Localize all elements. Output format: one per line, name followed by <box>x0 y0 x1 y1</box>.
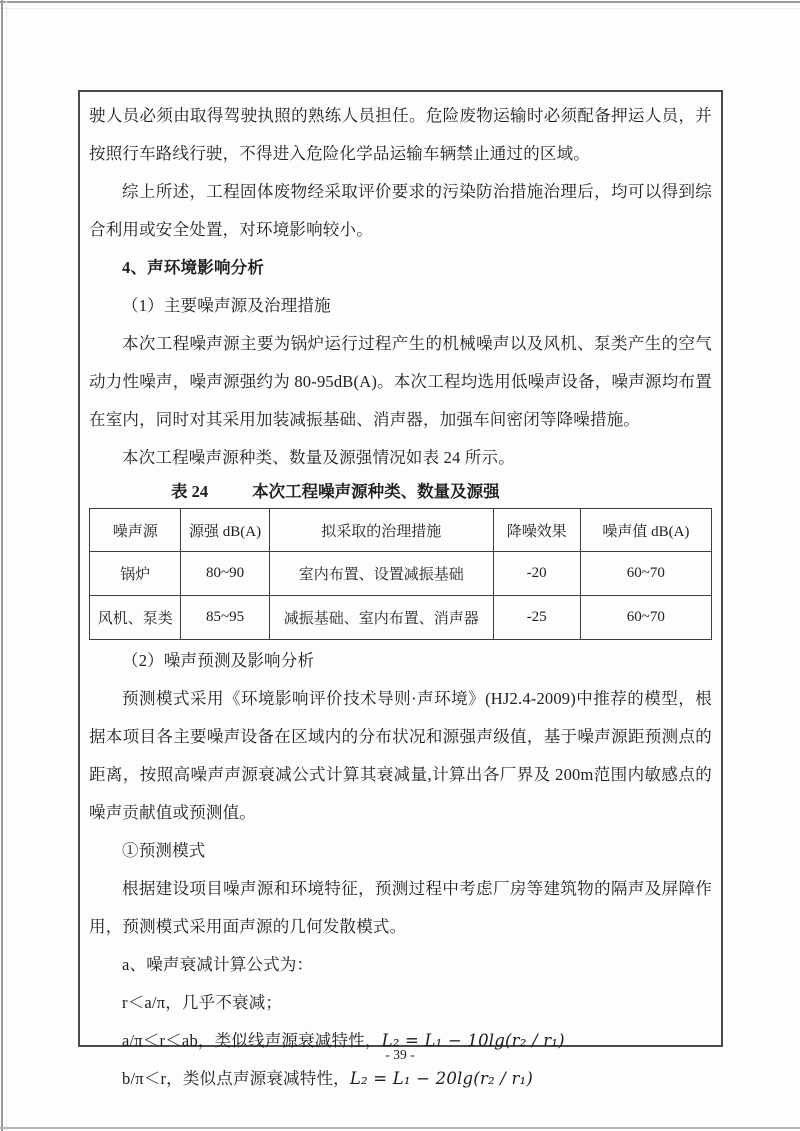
body-paragraph-prediction-basis: 根据建设项目噪声源和环境特征，预测过程中考虑厂房等建筑物的隔声及屏障作用，预测模式采用面声源的几何发散模式。 <box>89 879 712 936</box>
table-caption <box>89 477 712 507</box>
formula-expression: L₂ = L₁ − 10lg(r₂ / r₁) <box>381 1031 565 1050</box>
scan-edge-top-line <box>0 1 800 3</box>
cell-measures: 室内布置、设置减振基础 <box>269 552 493 596</box>
col-header-source-strength: 源强 dB(A) <box>181 509 269 552</box>
cell-strength: 85~95 <box>181 596 269 640</box>
scan-edge-left-line <box>1 0 3 1131</box>
cell-measures: 减振基础、室内布置、消声器 <box>269 596 493 640</box>
table-header-row <box>90 509 712 552</box>
table-caption-title: 本次工程噪声源种类、数量及源强 <box>252 482 500 501</box>
table-row-boiler <box>90 552 712 596</box>
body-paragraph-table-reference: 本次工程噪声源种类、数量及源强情况如表 24 所示。 <box>122 448 515 467</box>
formula-prefix: b/π＜r，类似点声源衰减特性， <box>122 1069 350 1088</box>
table-caption-label: 表 24 <box>171 482 209 501</box>
subheading-attenuation-formula: a、噪声衰减计算公式为： <box>122 955 314 974</box>
table-row-fans-pumps <box>90 596 712 640</box>
cell-source: 风机、泵类 <box>90 596 181 640</box>
scan-edge-bottom-line <box>0 1127 800 1129</box>
formula-condition-no-attenuation: r＜a/π，几乎不衰减； <box>122 993 283 1012</box>
subsection-heading-noise-sources: （1）主要噪声源及治理措施 <box>122 296 331 315</box>
cell-reduction: -25 <box>493 596 580 640</box>
body-paragraph-prediction-model: 预测模式采用《环境影响评价技术导则·声环境》(HJ2.4-2009)中推荐的模型，根据本项目各主要噪声设备在区域内的分布状况和源强声级值，基于噪声源距预测点的距离，按照高噪声声源衰减公式计算其衰减量,计算出各厂界及 200m范围内敏感点的噪声贡献值或预测值。 <box>89 689 712 822</box>
noise-source-table <box>89 508 712 640</box>
scan-edge-left-faint-line <box>6 0 7 1131</box>
formula-expression: L₂ = L₁ − 20lg(r₂ / r₁) <box>349 1069 533 1088</box>
subsection-heading-noise-prediction: （2）噪声预测及影响分析 <box>122 651 315 670</box>
col-header-noise-reduction: 降噪效果 <box>493 509 580 552</box>
subheading-prediction-mode: ①预测模式 <box>122 841 206 860</box>
page-number: - 39 - <box>385 1047 415 1062</box>
col-header-treatment-measures: 拟采取的治理措施 <box>269 509 493 552</box>
col-header-noise-value: 噪声值 dB(A) <box>580 509 711 552</box>
body-paragraph-noise-sources: 本次工程噪声源主要为锅炉运行过程产生的机械噪声以及风机、泵类产生的空气动力性噪声，噪声源强约为 80-95dB(A)。本次工程均选用低噪声设备，噪声源均布置在室内，同时对其采用加装减振基础、消声器，加强车间密闭等降噪措施。 <box>89 334 712 429</box>
body-paragraph-summary: 综上所述，工程固体废物经采取评价要求的污染防治措施治理后，均可以得到综合利用或安全处置，对环境影响较小。 <box>89 182 712 239</box>
col-header-noise-source: 噪声源 <box>90 509 181 552</box>
cell-value: 60~70 <box>580 596 711 640</box>
formula-prefix: a/π＜r＜ab，类似线声源衰减特性， <box>122 1031 382 1050</box>
cell-source: 锅炉 <box>90 552 181 596</box>
scan-edge-top-faint-line <box>0 8 800 9</box>
body-paragraph-continued: 驶人员必须由取得驾驶执照的熟练人员担任。危险废物运输时必须配备押运人员，并按照行车路线行驶，不得进入危险化学品运输车辆禁止通过的区域。 <box>89 106 712 163</box>
cell-value: 60~70 <box>580 552 711 596</box>
section-heading-noise-analysis: 4、声环境影响分析 <box>122 258 265 277</box>
cell-strength: 80~90 <box>181 552 269 596</box>
formula-line-point-source <box>89 1060 712 1098</box>
cell-reduction: -20 <box>493 552 580 596</box>
